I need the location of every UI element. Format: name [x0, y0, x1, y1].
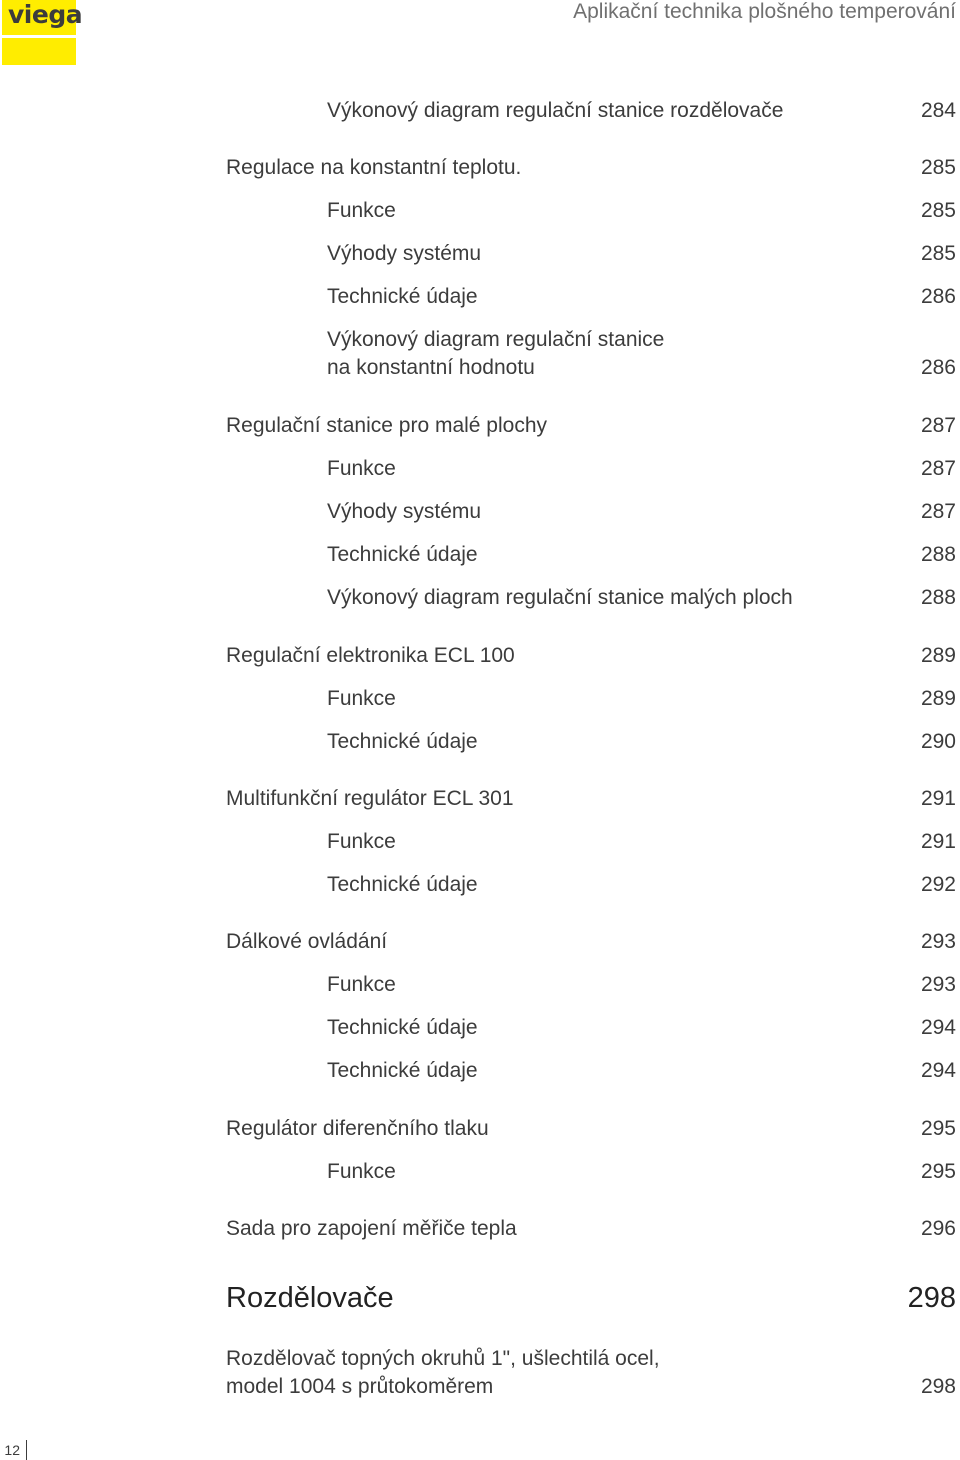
toc-entry-page: 293: [920, 973, 956, 996]
toc-entry-page: 289: [920, 687, 956, 710]
toc-entry-page: 285: [920, 242, 956, 265]
toc-entry[interactable]: [0, 828, 956, 856]
toc-entry-label: Technické údaje: [327, 543, 478, 566]
toc-entry-page: 295: [920, 1160, 956, 1183]
toc-entry-label: Funkce: [327, 973, 396, 996]
toc-section-label: Sada pro zapojení měřiče tepla: [226, 1217, 517, 1240]
toc-entry-label: Funkce: [327, 457, 396, 480]
toc-entry[interactable]: [0, 584, 956, 612]
toc-section-label: Regulace na konstantní teplotu.: [226, 156, 522, 179]
page-number: 12: [0, 1440, 27, 1460]
toc-entry-label: Technické údaje: [327, 730, 478, 753]
toc-section-page: 285: [920, 156, 956, 179]
toc-chapter-label: Rozdělovače: [226, 1282, 394, 1314]
toc-entry[interactable]: [0, 1158, 956, 1186]
toc-entry-page: 290: [920, 730, 956, 753]
logo-band: [2, 38, 76, 65]
toc-section-page: 291: [920, 787, 956, 810]
toc-section-label: Multifunkční regulátor ECL 301: [226, 787, 514, 810]
toc-entry-label: Technické údaje: [327, 1016, 478, 1039]
toc-section-page: 298: [920, 1375, 956, 1398]
toc-entry[interactable]: [0, 283, 956, 311]
toc-entry[interactable]: [0, 326, 956, 382]
toc-entry-label: Funkce: [327, 1160, 396, 1183]
toc-entry-page: 294: [920, 1059, 956, 1082]
toc-section[interactable]: [0, 1215, 956, 1243]
toc-section-label-line2: model 1004 s průtokoměrem: [226, 1375, 494, 1398]
toc-entry[interactable]: [0, 685, 956, 713]
toc-section[interactable]: [0, 928, 956, 956]
toc-entry[interactable]: [0, 871, 956, 899]
toc-section[interactable]: [0, 785, 956, 813]
toc-entry-page: 287: [920, 457, 956, 480]
toc-section-page: 296: [920, 1217, 956, 1240]
toc-entry[interactable]: [0, 240, 956, 268]
toc-entry-label-line2: na konstantní hodnotu: [327, 356, 535, 379]
toc-entry[interactable]: [0, 455, 956, 483]
toc-entry[interactable]: [0, 1014, 956, 1042]
logo-text: viega: [8, 0, 83, 29]
toc-entry-label: Funkce: [327, 830, 396, 853]
toc-section[interactable]: [0, 412, 956, 440]
toc-section-label: Dálkové ovládání: [226, 930, 388, 953]
toc-entry-page: 286: [920, 356, 956, 379]
viega-logo: [2, 0, 83, 35]
toc-section-page: 287: [920, 414, 956, 437]
toc-entry-label: Výkonový diagram regulační stanice rozdělovače: [327, 99, 784, 122]
toc-entry-label: Funkce: [327, 199, 396, 222]
toc-section[interactable]: [0, 154, 956, 182]
toc-entry-page: 287: [920, 500, 956, 523]
toc-entry-page: 288: [920, 586, 956, 609]
toc-entry[interactable]: [0, 541, 956, 569]
toc-entry-label: Výkonový diagram regulační stanice malých ploch: [327, 586, 793, 609]
toc-section[interactable]: [0, 642, 956, 670]
toc-section-label: Regulační elektronika ECL 100: [226, 644, 515, 667]
toc-entry[interactable]: [0, 971, 956, 999]
toc-chapter[interactable]: [0, 1281, 956, 1315]
toc-section-label: Regulační stanice pro malé plochy: [226, 414, 548, 437]
toc-entry-label: Technické údaje: [327, 285, 478, 308]
toc-chapter-page: 298: [907, 1282, 956, 1314]
toc-section-page: 293: [920, 930, 956, 953]
toc-entry-page: 292: [920, 873, 956, 896]
toc-entry-label: Funkce: [327, 687, 396, 710]
toc-entry-page: 291: [920, 830, 956, 853]
toc-section-page: 289: [920, 644, 956, 667]
toc-entry-page: 294: [920, 1016, 956, 1039]
toc-entry[interactable]: [0, 728, 956, 756]
toc-section[interactable]: [0, 1345, 956, 1401]
toc-entry-page: 284: [920, 99, 956, 122]
toc-entry-label-line1: Výkonový diagram regulační stanice: [327, 328, 665, 351]
toc-entry-label: Výhody systému: [327, 500, 482, 523]
toc-section-label: Regulátor diferenčního tlaku: [226, 1117, 489, 1140]
toc-entry-page: 288: [920, 543, 956, 566]
header-title: Aplikační technika plošného temperování: [573, 0, 956, 23]
toc-section-page: 295: [920, 1117, 956, 1140]
toc-entry-label: Výhody systému: [327, 242, 482, 265]
toc-entry-label: Technické údaje: [327, 873, 478, 896]
toc-entry[interactable]: [0, 498, 956, 526]
toc-section[interactable]: [0, 1115, 956, 1143]
toc-entry-label: Technické údaje: [327, 1059, 478, 1082]
toc-entry-page: 285: [920, 199, 956, 222]
toc-entry[interactable]: [0, 1057, 956, 1085]
toc-entry-page: 286: [920, 285, 956, 308]
toc-section-label-line1: Rozdělovač topných okruhů 1", ušlechtilá ocel,: [226, 1347, 660, 1370]
toc-entry[interactable]: [0, 197, 956, 225]
toc-entry[interactable]: [0, 97, 956, 125]
